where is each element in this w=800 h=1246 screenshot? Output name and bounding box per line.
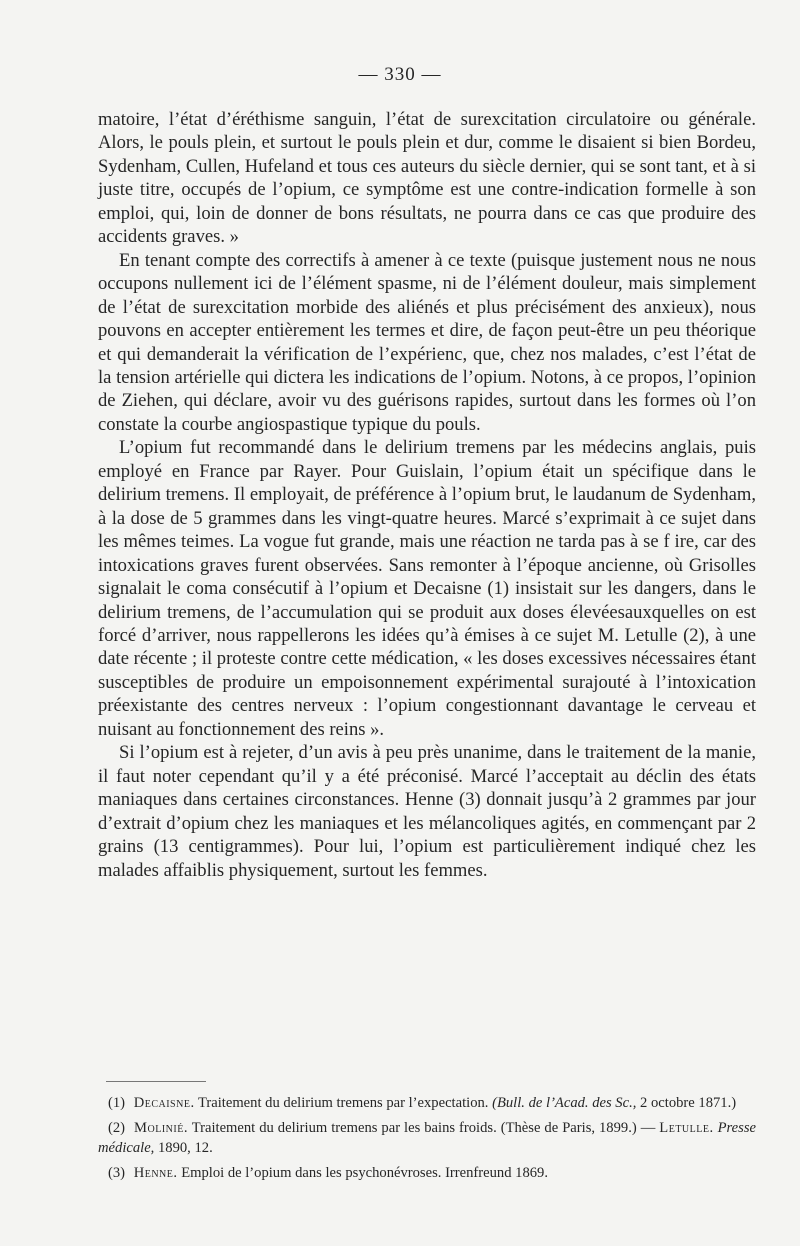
footnote-3: [98, 1163, 756, 1183]
paragraph-4: Si l’opium est à rejeter, d’un avis à peu près unanime, dans le traitement de la manie, il faut noter cependant qu’il y a été préconisé. Marcé l’acceptait au déclin des états maniaques dans certaines circonstances. Henne (3) donnait jusqu’à 2 grammes par jour d’extrait d’opium chez les maniaques et les mélancoliques agités, en commençant par 2 grains (13 centigrammes). Pour lui, l’opium est particulièrement indiqué chez les malades affaiblis physiquement, surtout les femmes.: [98, 742, 756, 881]
footnote-text: Emploi de l’opium dans les psychonévroses. Irrenfreund 1869.: [181, 1165, 548, 1181]
footnote-source: Presse médicale,: [98, 1120, 756, 1156]
footnote-author-2: Letulle.: [659, 1120, 714, 1136]
footnote-text: Traitement du delirium tremens par l’expectation.: [198, 1095, 489, 1111]
footnote-divider: [106, 1081, 206, 1082]
footnote-2: [98, 1118, 756, 1158]
footnotes: [98, 1093, 756, 1188]
body-text: [98, 108, 756, 882]
paragraph-1: matoire, l’état d’éréthisme sanguin, l’état de surexcitation circulatoire ou générale. Alors, le pouls plein, et surtout le pouls plein et dur, comme le disaient si bien Bordeu, Sydenham, Cullen, Hufeland et tous ces auteurs du siècle dernier, qui se sont tant, et à si juste titre, occupés de l’opium, ce symptôme est une contre-indication formelle à son emploi, qui, loin de donner de bons résultats, ne pourra dans ce cas que produire des accidents graves. »: [98, 109, 756, 248]
footnote-author: Molinié.: [134, 1120, 188, 1136]
footnote-text: Traitement du delirium tremens par les bains froids. (Thèse de Paris, 1899.) —: [191, 1120, 656, 1136]
footnote-number: (2): [108, 1120, 126, 1136]
paragraph-2: En tenant compte des correctifs à amener à ce texte (puisque justement nous ne nous occupons nullement ici de l’élément spasme, ni de l’élément douleur, mais simplement de l’état de surexcitation morbide des aliénés et plus précisément des anxieux), nous pouvons en accepter entièrement les termes et dire, de façon peut-être un peu théorique et qui demanderait la vérification de l’expérienc, que, chez nos malades, c’est l’état de la tension artérielle qui dictera les indications de l’opium. Notons, à ce propos, l’opinion de Ziehen, qui déclare, avoir vu des guérisons rapides, surtout dans les formes où l’on constate la courbe angiospastique typique du pouls.: [98, 249, 756, 435]
footnote-1: [98, 1093, 756, 1113]
paragraph-3: L’opium fut recommandé dans le delirium tremens par les médecins anglais, puis employé en France par Rayer. Pour Guislain, l’opium était un spécifique dans le delirium tremens. Il employait, de préférence à l’opium brut, le laudanum de Sydenham, à la dose de 5 grammes dans les vingt-quatre heures. Marcé s’exprimait à ce sujet dans les mêmes teimes. La vogue fut grande, mais une réaction ne tarda pas à se f ire, car des intoxications graves furent observées. Sans remonter à l’époque ancienne, où Grisolles signalait le coma consécutif à l’opium et Decaisne (1) insistait sur les dangers, dans le delirium tremens, de l’accumulation qui se produit aux doses élevéesauxquelles on est forcé d’arriver, nous rappellerons les idées qu’à émises à ce sujet M. Letulle (2), à une date récente ; il proteste contre cette médication, « les doses excessives nécessaires étant susceptibles de produire un empoisonnement expérimental surajouté à l’intoxication préexistante des centres nerveux : l’opium congestionnant davantage le cerveau et nuisant au fonctionnement des reins ».: [98, 437, 756, 740]
footnote-tail: 2 octobre 1871.): [640, 1095, 737, 1111]
footnote-tail: 1890, 12.: [157, 1140, 213, 1156]
footnote-source: (Bull. de l’Acad. des Sc.,: [492, 1095, 637, 1111]
footnote-number: (3): [108, 1165, 126, 1181]
footnote-author: Decaisne.: [133, 1095, 195, 1111]
footnote-number: (1): [108, 1095, 126, 1111]
page-number: — 330 —: [358, 64, 442, 85]
footnote-author: Henne.: [133, 1165, 178, 1181]
